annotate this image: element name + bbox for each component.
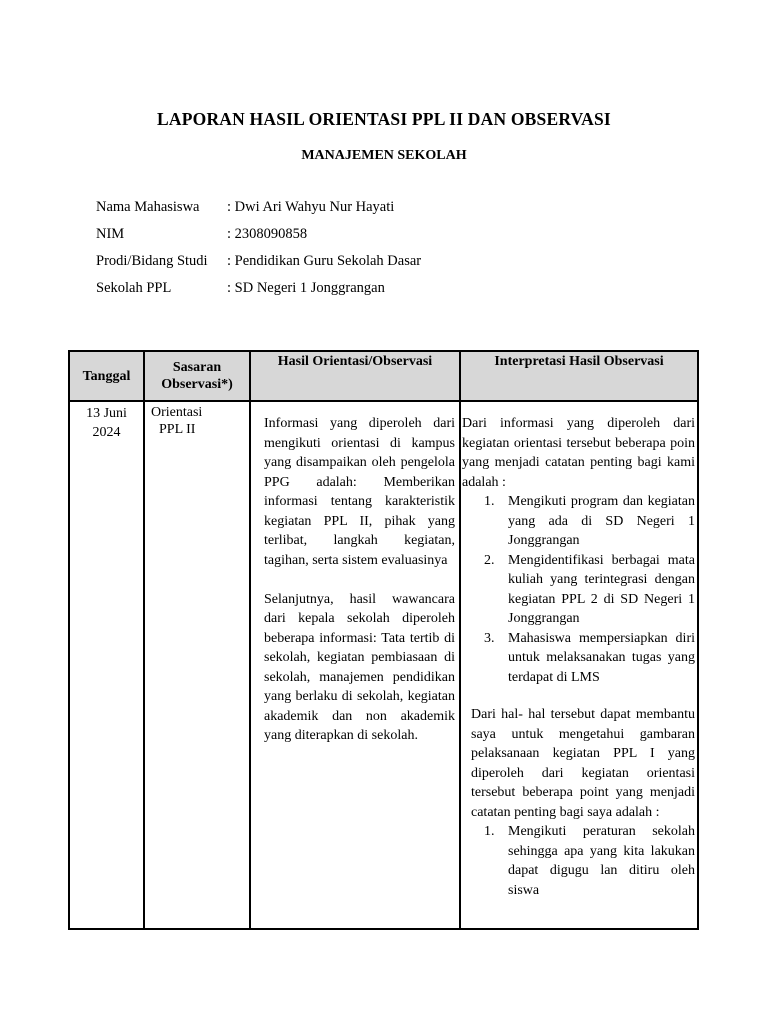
- table-header-row: [69, 351, 698, 401]
- info-label: NIM: [96, 226, 125, 242]
- hasil-paragraph-1: Informasi yang diperoleh dari mengikuti orientasi di kampus yang disampaikan oleh pengelola PPG adalah: Memberikan informasi tentang karakteristik kegiatan PPL II, pihak yang terlibat, langkah kegiatan, tagihan, serta sistem evaluasinya: [264, 416, 455, 568]
- list-number: 3.: [484, 630, 495, 646]
- list-number: 1.: [484, 824, 495, 839]
- observation-table: [68, 350, 699, 930]
- list-number: 1.: [484, 494, 495, 509]
- info-row-prodi: [96, 253, 421, 280]
- info-label: Nama Mahasiswa: [96, 199, 200, 215]
- date-line2: 2024: [92, 425, 121, 440]
- target-line2: PPL II: [159, 422, 196, 437]
- header-tanggal: Tanggal: [69, 351, 144, 401]
- table-row: [69, 401, 698, 929]
- list-text: Mengidentifikasi berbagai mata kuliah yang terintegrasi dengan kegiatan PPL 2 di SD Negeri 1 Jonggrangan: [508, 552, 695, 626]
- header-hasil: Hasil Orientasi/Observasi: [250, 351, 460, 401]
- header-interpretasi: Interpretasi Hasil Observasi: [460, 351, 698, 401]
- list-item: [462, 822, 695, 900]
- info-value: : SD Negeri 1 Jonggrangan: [227, 280, 385, 296]
- info-value: : Pendidikan Guru Sekolah Dasar: [227, 253, 422, 269]
- date-line1: 13 Juni: [86, 406, 127, 421]
- interp-paragraph-1: Dari informasi yang diperoleh dari kegiatan orientasi tersebut beberapa poin yang menjadi catatan penting bagi kami adalah :: [462, 416, 695, 490]
- list-item: [462, 629, 695, 688]
- info-label: Sekolah PPL: [96, 280, 172, 296]
- list-text: Mahasiswa mempersiapkan diri untuk melaksanakan tugas yang terdapat di LMS: [508, 630, 695, 685]
- header-sasaran: [144, 351, 250, 401]
- info-value: : 2308090858: [227, 226, 308, 242]
- list-item: [462, 492, 695, 551]
- info-row-nim: [96, 226, 421, 253]
- document-subtitle: MANAJEMEN SEKOLAH: [301, 148, 467, 163]
- info-label: Prodi/Bidang Studi: [96, 253, 208, 269]
- list-text: Mengikuti program dan kegiatan yang ada di SD Negeri 1 Jonggrangan: [508, 494, 695, 548]
- target-line1: Orientasi: [151, 405, 203, 420]
- cell-tanggal: [69, 401, 144, 929]
- document-title: LAPORAN HASIL ORIENTASI PPL II DAN OBSERVASI: [157, 109, 611, 129]
- interp-paragraph-2: Dari hal- hal tersebut dapat membantu saya untuk mengetahui gambaran pelaksanaan kegiatan PPL I yang diperoleh dari kegiatan orientasi tersebut beberapa point yang menjadi catatan penting bagi saya adalah :: [471, 707, 695, 820]
- list-text: Mengikuti peraturan sekolah sehingga apa yang kita lakukan dapat digugu lan ditiru oleh siswa: [508, 824, 695, 898]
- hasil-paragraph-2: Selanjutnya, hasil wawancara dari kepala sekolah diperoleh beberapa informasi: Tata tertib di sekolah, kegiatan pembiasaan di sekolah, manajemen pendidikan yang berlaku di sekolah, kegiatan akademik dan non akademik yang diterapkan di sekolah.: [264, 591, 455, 743]
- cell-interpretasi: [460, 401, 698, 929]
- cell-hasil: [250, 401, 460, 929]
- info-row-sekolah: [96, 280, 421, 307]
- interp-list-2: [462, 822, 695, 900]
- info-row-nama: [96, 199, 421, 226]
- list-item: [462, 551, 695, 629]
- list-number: 2.: [484, 552, 495, 568]
- cell-sasaran: [144, 401, 250, 929]
- student-info: [96, 199, 421, 307]
- header-sasaran-line2: Observasi*): [161, 377, 233, 392]
- info-value: : Dwi Ari Wahyu Nur Hayati: [227, 199, 395, 215]
- header-sasaran-line1: Sasaran: [172, 360, 222, 375]
- interp-list-1: [462, 492, 695, 687]
